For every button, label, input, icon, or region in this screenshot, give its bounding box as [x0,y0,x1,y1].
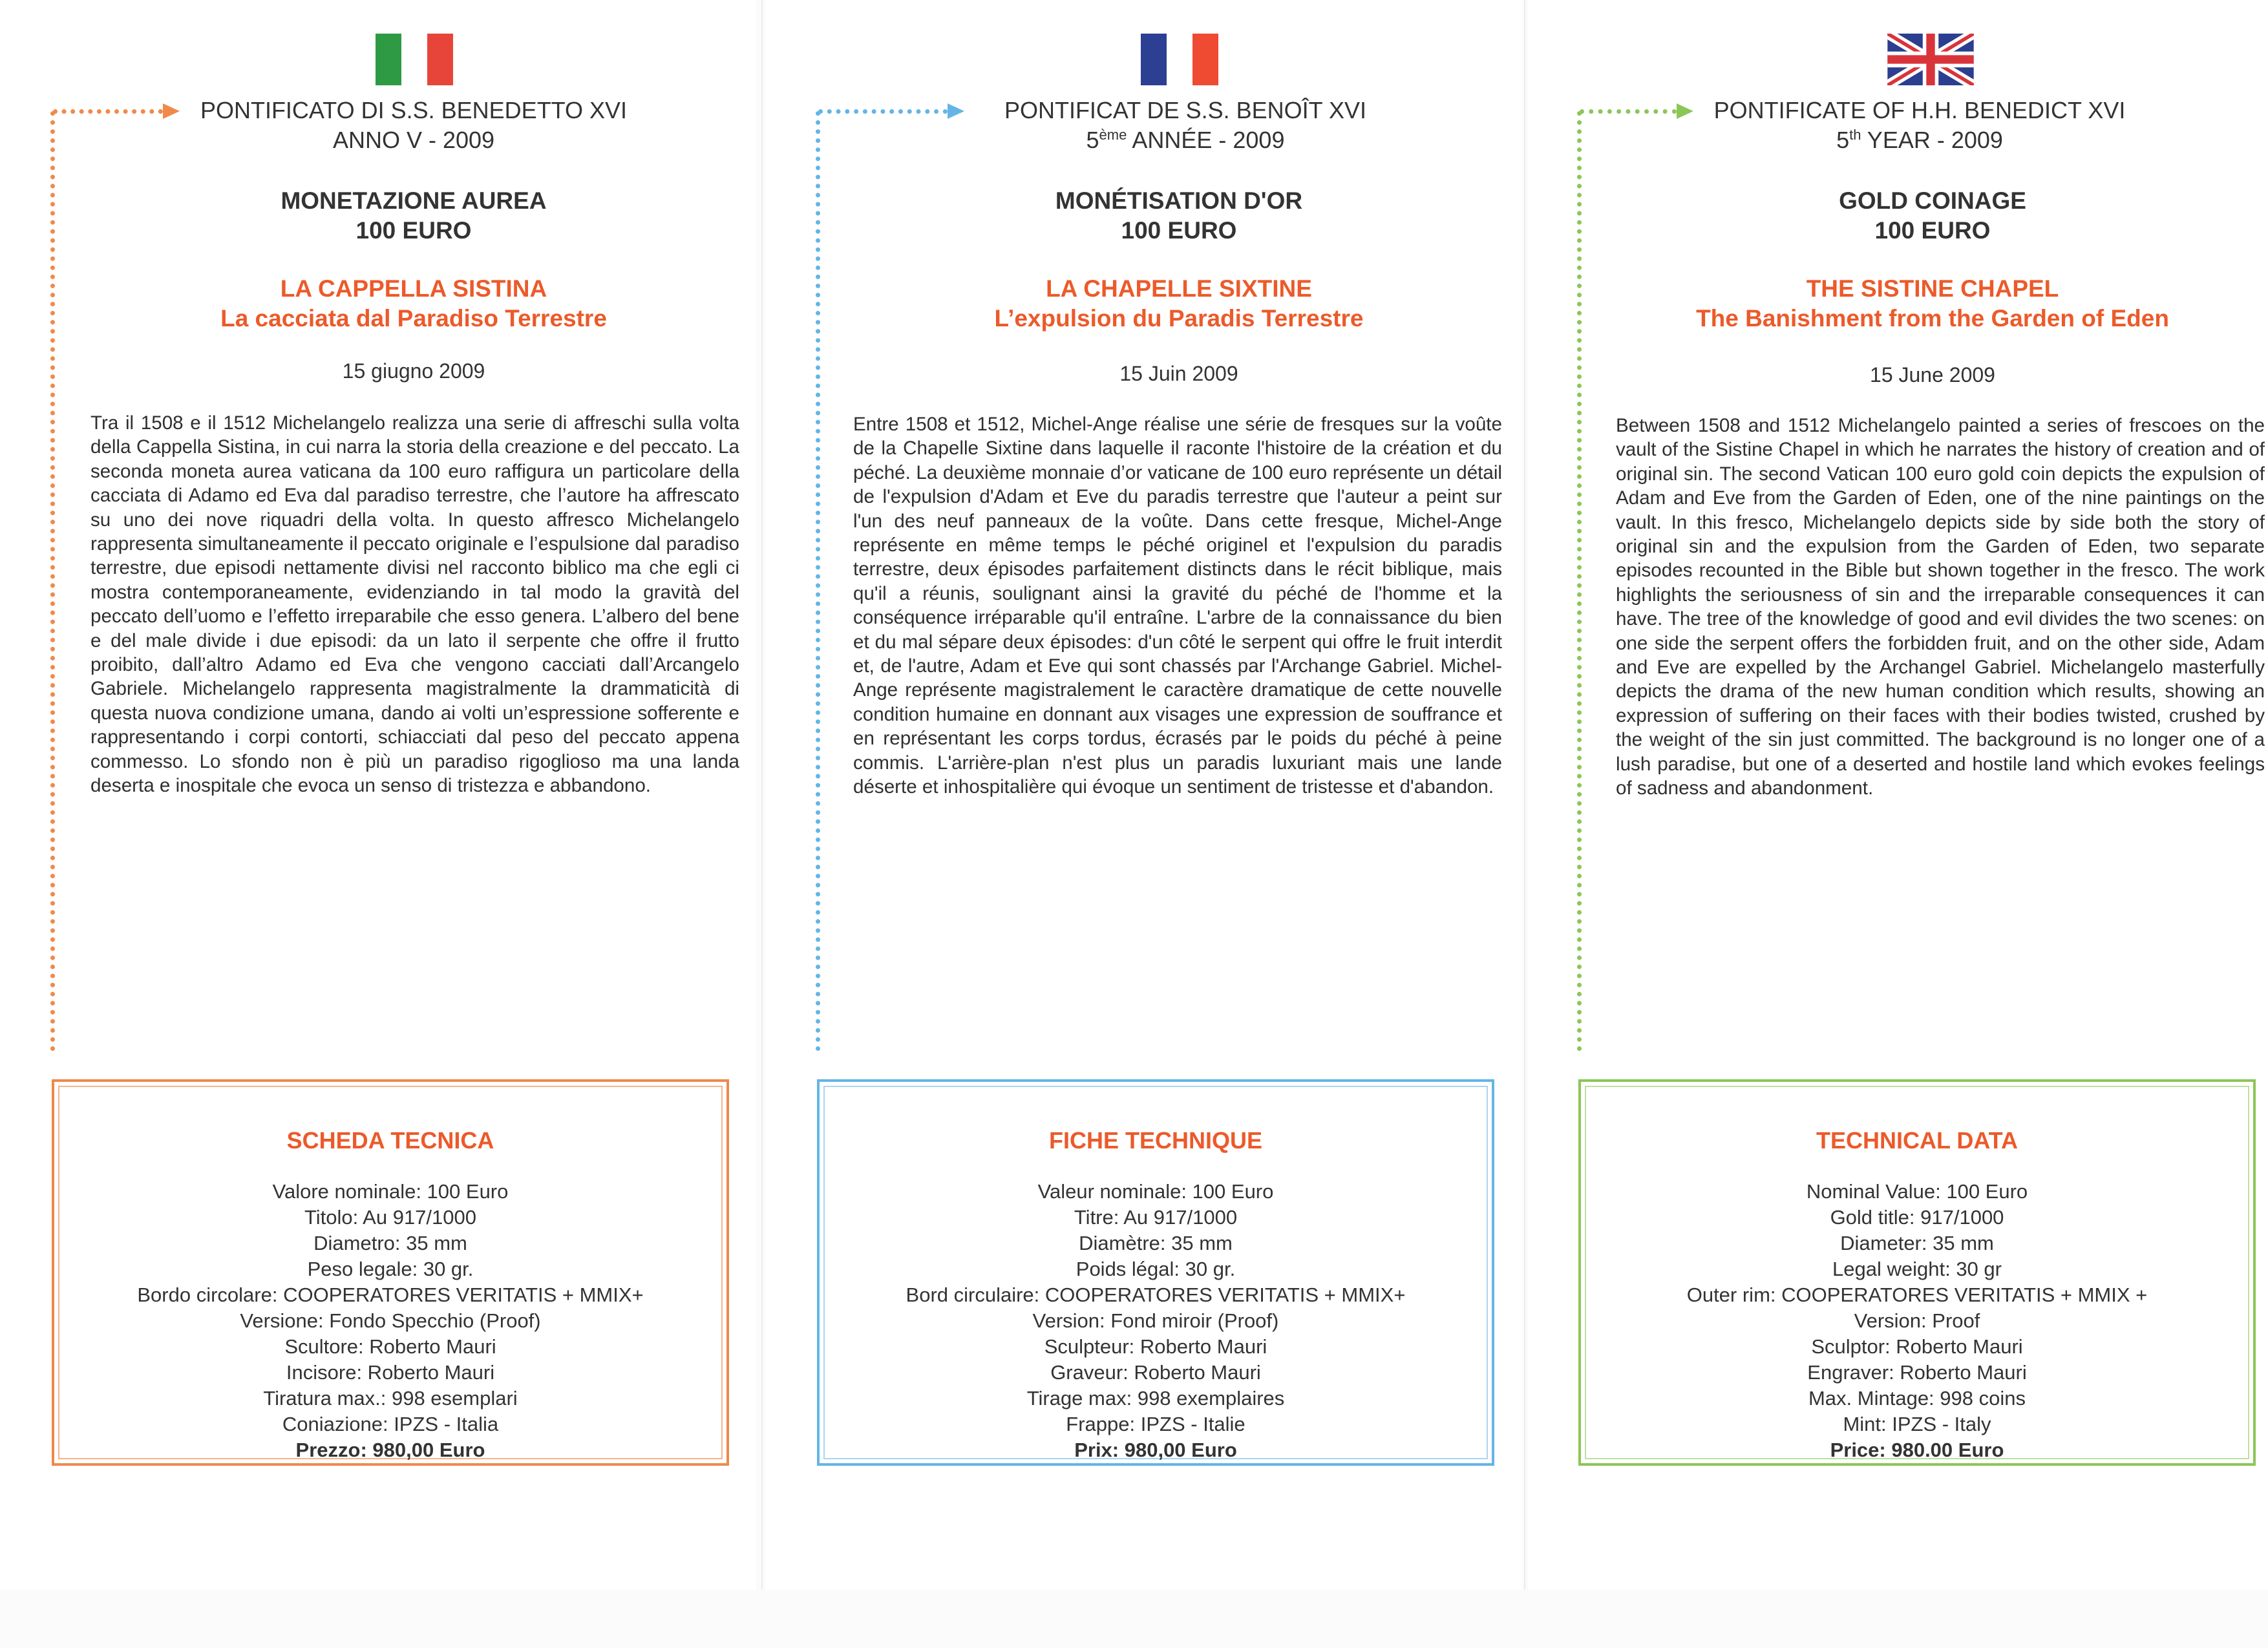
coinage-heading: GOLD COINAGE 100 EURO [1839,187,2026,244]
spec-line: Scultore: Roberto Mauri [284,1335,496,1358]
spec-line: Diameter: 35 mm [1840,1232,1994,1254]
technical-box-title: SCHEDA TECNICA [286,1127,494,1154]
description-text: Tra il 1508 e il 1512 Michelangelo realizza una serie di affreschi sulla volta della Cappella Sistina, in cui narra la storia della creazione e del peccato. La seconda moneta aurea vaticana da 100 euro raffigura un particolare della cacciata di Adamo ed Eva dal paradiso terrestre, che l’autore ha affrescato su uno dei nove riquadri della volta. In questo affresco Michelangelo rappresenta simultaneamente il peccato originale e l’espulsione dal paradiso terrestre, due episodi nettamente divisi nel racconto biblico ma che egli ci mostra contemporaneamente, evidenziando in tal modo la gravità del peccato dell’uomo e l’effetto irreparabile che esso genera. L’albero del bene e del male divide i due episodi: da un lato il serpente che offre il frutto proibito, dall’altro Adamo ed Eva che vengono cacciati dall’Arcangelo Gabriele. Michelangelo rappresenta magistralmente la drammaticità di questa nuova condizione umana, dando ai volti un’espressione sofferente e rappresentando i corpi contorti, schiacciati dal peso del peccato appena commesso. Lo sfondo non è più un paradiso rigoglioso ma una landa deserta e inospitale che evoca un senso di tristezza e abbandono. [90,412,739,797]
spec-line: Incisore: Roberto Mauri [286,1361,495,1384]
flag-france-icon [1136,34,1223,85]
spec-line: Sculpteur: Roberto Mauri [1044,1335,1267,1358]
spec-line: Sculptor: Roberto Mauri [1811,1335,2023,1358]
issue-date: 15 Juin 2009 [1119,362,1238,385]
fold-line [761,0,763,1590]
coin-title: THE SISTINE CHAPEL The Banishment from the Garden of Eden [1696,275,2169,332]
dotted-horizontal-line [1580,109,1677,114]
spec-line: Peso legale: 30 gr. [307,1258,474,1280]
dotted-vertical-line [1577,111,1582,1051]
spec-line: Bordo circolare: COOPERATORES VERITATIS + MMIX+ [137,1284,644,1306]
technical-box-title: TECHNICAL DATA [1816,1127,2018,1154]
issue-date: 15 June 2009 [1870,363,1995,386]
coin-title: LA CAPPELLA SISTINA La cacciata dal Paradiso Terrestre [220,275,607,332]
spec-line: Versione: Fondo Specchio (Proof) [240,1309,541,1332]
spec-line: Valore nominale: 100 Euro [272,1180,509,1203]
fold-line [1524,0,1525,1590]
spec-line: Coniazione: IPZS - Italia [282,1413,499,1435]
technical-specs [1581,1179,2253,1463]
spec-line: Mint: IPZS - Italy [1843,1413,1991,1435]
spec-line: Poids légal: 30 gr. [1076,1258,1236,1280]
dotted-vertical-line [50,111,55,1051]
price: Prix: 980,00 Euro [1074,1439,1237,1461]
description-text: Entre 1508 et 1512, Michel-Ange réalise une série de fresques sur la voûte de la Chapelle Sixtine dans laquelle il raconte l'histoire de la création et du péché. La deuxième monnaie d’or vaticane de 100 euro représente un détail de l'expulsion d'Adam et Eve du paradis terrestre que l'auteur a peint sur l'un des neuf panneaux de la voûte. Dans cette fresque, Michel-Ange représente en même temps le péché originel et l'expulsion du paradis terrestre, deux épisodes parfaitement distincts dans le récit biblique, mais qu'il a réunis, soulignant ainsi la gravité du péché de l'homme et la conséquence irréparable qu'il entraîne. L'arbre de la connaissance du bien et du mal sépare deux épisodes: d'un côté le serpent qui offre le fruit interdit et, de l'autre, Adam et Eve qui sont chassés par l'Archange Gabriel. Michel-Ange représente magistralement le caractère dramatique de cette nouvelle condition humaine en donnant aux visages une expression de souffrance et en représentant les corps tordus, écrasés par le poids du péché à peine commis. L'arrière-plan n'est plus un paradis luxuriant mais une lande déserte et inhospitalière qui évoque un sentiment de tristesse et d'abandon. [853,414,1502,798]
spec-line: Titre: Au 917/1000 [1074,1206,1238,1229]
technical-box [1578,1079,2256,1466]
spec-line: Titolo: Au 917/1000 [304,1206,476,1229]
spec-line: Tiratura max.: 998 esemplari [263,1387,518,1410]
spec-line: Max. Mintage: 998 coins [1808,1387,2026,1410]
description-text: Between 1508 and 1512 Michelangelo painted a series of frescoes on the vault of the Sistine Chapel in which he narrates the history of creation and of original sin. The second Vatican 100 euro gold coin depicts the expulsion of Adam and Eve from the Garden of Eden, one of the nine paintings on the vault. In this fresco, Michelangelo depicts side by side both the story of original sin and the expulsion from the Garden of Eden, two separate episodes recounted in the Bible but shown together in the fresco. The work highlights the seriousness of sin and the irreparable consequences it can have. The tree of the knowledge of good and evil divides the two scenes: on one side the serpent offers the forbidden fruit, and on the other side, Adam and Eve are expelled by the Archangel Gabriel. Michelangelo masterfully depicts the drama of the new human condition which results, showing an expression of suffering on their faces with their bodies twisted, crushed by the weight of the sin just committed. The background is no longer one of a lush paradise, but one of a deserted and hostile land which evokes feelings of sadness and abandonment. [1616,415,2265,799]
arrow-right-icon [163,103,180,119]
spec-line: Valeur nominale: 100 Euro [1037,1180,1274,1203]
spec-line: Frappe: IPZS - Italie [1066,1413,1245,1435]
spec-line: Outer rim: COOPERATORES VERITATIS + MMIX + [1686,1284,2148,1306]
technical-specs [820,1179,1492,1463]
issue-date: 15 giugno 2009 [342,359,485,383]
spec-line: Diametro: 35 mm [313,1232,467,1254]
coin-title: LA CHAPELLE SIXTINE L’expulsion du Paradis Terrestre [994,275,1364,332]
spec-line: Version: Fond miroir (Proof) [1032,1309,1279,1332]
panel-french [765,0,1521,1590]
dotted-horizontal-line [53,109,163,114]
spec-line: Nominal Value: 100 Euro [1806,1180,2028,1203]
price: Prezzo: 980,00 Euro [295,1439,485,1461]
flag-uk-icon [1887,34,1974,85]
spec-line: Legal weight: 30 gr [1832,1258,2002,1280]
spec-line: Engraver: Roberto Mauri [1807,1361,2027,1384]
spec-line: Tirage max: 998 exemplaires [1026,1387,1285,1410]
price: Price: 980.00 Euro [1830,1439,2004,1461]
spec-line: Bord circulaire: COOPERATORES VERITATIS + MMIX+ [906,1284,1406,1306]
spec-line: Version: Proof [1854,1309,1980,1332]
panel-english [1528,0,2268,1590]
header-pontificate: PONTIFICATE OF H.H. BENEDICT XVI 5th YEAR - 2009 [1713,97,2126,153]
spec-line: Graveur: Roberto Mauri [1050,1361,1261,1384]
technical-box [817,1079,1494,1466]
coinage-heading: MONETAZIONE AUREA 100 EURO [281,187,547,244]
header-pontificate: PONTIFICATO DI S.S. BENEDETTO XVI ANNO V - 2009 [200,97,628,153]
dotted-vertical-line [816,111,820,1051]
header-pontificate: PONTIFICAT DE S.S. BENOÎT XVI 5ème ANNÉE - 2009 [1004,97,1367,153]
coinage-heading: MONÉTISATION D'OR 100 EURO [1055,187,1303,244]
spec-line: Gold title: 917/1000 [1830,1206,2004,1229]
spec-line: Diamètre: 35 mm [1079,1232,1233,1254]
flag-italy-icon [371,34,458,85]
technical-specs [54,1179,726,1463]
dotted-horizontal-line [818,109,948,114]
technical-box-title: FICHE TECHNIQUE [1048,1127,1262,1154]
panel-italian [0,0,756,1590]
technical-box [52,1079,729,1466]
